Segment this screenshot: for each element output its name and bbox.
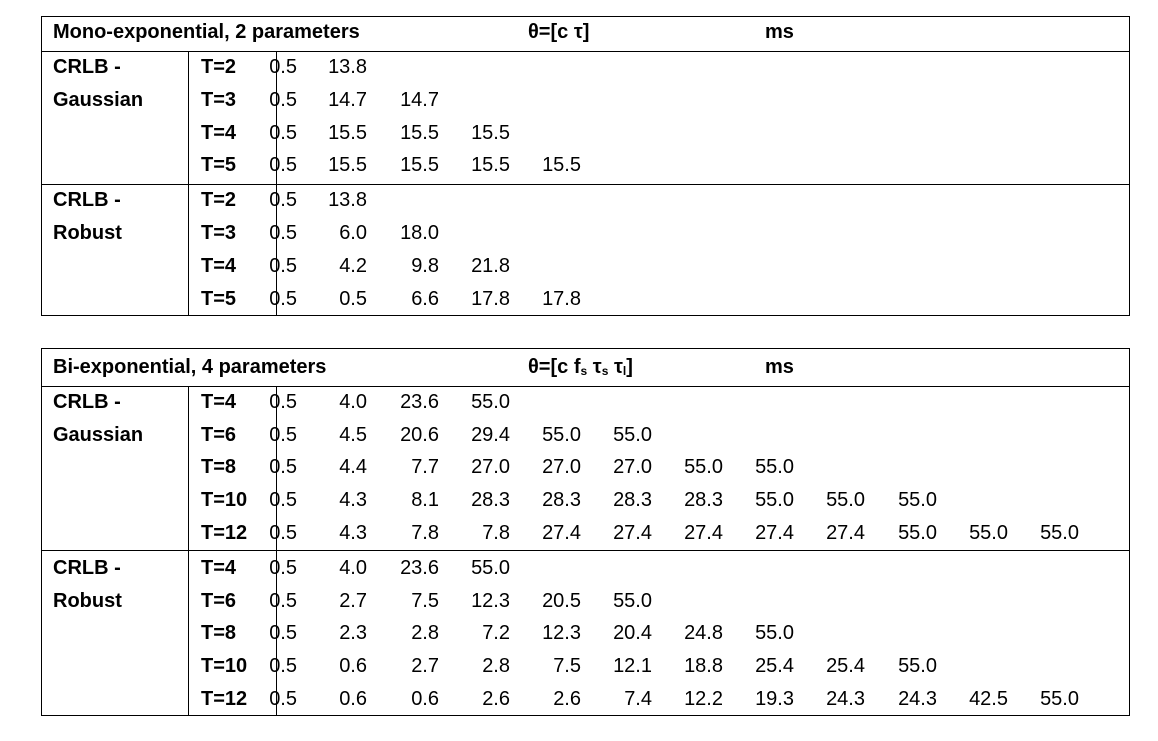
theta-prefix: θ=[ [528,356,558,378]
table-row [42,622,1129,644]
theta-prefix: θ=[ [528,21,558,43]
value-cell: 8.1 [411,489,439,511]
row-label: T=12 [201,522,248,544]
value-cell: 55.0 [471,557,510,579]
value-cell: 55.0 [542,424,581,446]
theta-param: c [557,356,569,378]
value-cell: 55.0 [898,522,937,544]
value-cell: 7.8 [411,522,439,544]
method-group [42,550,1129,715]
value-cell: 15.5 [542,154,581,176]
method-sublabel: Gaussian [53,89,144,111]
theta-param: τ [592,356,602,378]
value-cell: 12.2 [684,688,723,710]
value-cell: 4.0 [339,557,367,579]
row-label: T=3 [201,89,237,111]
value-cell: 55.0 [1040,522,1079,544]
table-row [42,222,1129,244]
table-row [42,391,1129,413]
value-cell: 27.4 [755,522,794,544]
value-cell: 0.5 [269,122,297,144]
parameter-vector-label [528,21,589,44]
value-cell: 15.5 [400,122,439,144]
table-row [42,489,1129,511]
value-cell: 4.3 [339,489,367,511]
value-cell: 15.5 [400,154,439,176]
row-label: T=4 [201,391,237,413]
value-cell: 27.4 [613,522,652,544]
value-cell: 55.0 [613,424,652,446]
table-row [42,522,1129,544]
theta-suffix: ] [626,356,633,378]
value-cell: 6.6 [411,288,439,310]
method-group [42,184,1129,315]
results-table [41,16,1130,316]
value-cell: 0.5 [269,189,297,211]
value-cell: 27.0 [471,456,510,478]
value-cell: 7.5 [411,590,439,612]
method-label: CRLB - [53,557,121,579]
value-cell: 55.0 [755,622,794,644]
value-cell: 4.3 [339,522,367,544]
value-cell: 0.5 [269,424,297,446]
table-row [42,56,1129,78]
table-row [42,154,1129,176]
value-cell: 55.0 [969,522,1008,544]
value-cell: 28.3 [471,489,510,511]
value-cell: 0.5 [269,622,297,644]
value-cell: 28.3 [684,489,723,511]
value-cell: 4.2 [339,255,367,277]
value-cell: 55.0 [1040,688,1079,710]
row-label: T=6 [201,424,237,446]
table-row [42,590,1129,612]
value-cell: 0.5 [269,391,297,413]
table-row [42,688,1129,710]
value-cell: 2.6 [482,688,510,710]
value-cell: 55.0 [755,489,794,511]
value-cell: 0.5 [269,557,297,579]
table-row [42,122,1129,144]
value-cell: 42.5 [969,688,1008,710]
table-header [42,17,1129,52]
value-cell: 2.6 [553,688,581,710]
value-cell: 27.0 [613,456,652,478]
value-cell: 15.5 [471,122,510,144]
value-cell: 12.1 [613,655,652,677]
value-cell: 0.6 [411,688,439,710]
method-label: CRLB - [53,391,121,413]
method-group [42,387,1129,550]
method-label: CRLB - [53,56,121,78]
value-cell: 2.7 [411,655,439,677]
value-cell: 27.4 [826,522,865,544]
value-cell: 55.0 [826,489,865,511]
value-cell: 7.8 [482,522,510,544]
theta-param: τ [573,21,583,43]
table-row [42,655,1129,677]
table-row [42,89,1129,111]
row-label: T=12 [201,688,248,710]
table-row [42,288,1129,310]
value-cell: 15.5 [328,122,367,144]
row-label: T=2 [201,56,237,78]
row-label: T=10 [201,655,248,677]
table-header [42,349,1129,387]
value-cell: 55.0 [755,456,794,478]
value-cell: 24.3 [826,688,865,710]
row-label: T=3 [201,222,237,244]
table-row [42,557,1129,579]
table-row [42,424,1129,446]
value-cell: 0.5 [269,522,297,544]
value-cell: 24.8 [684,622,723,644]
value-cell: 18.8 [684,655,723,677]
value-cell: 0.5 [269,89,297,111]
parameter-vector-label [528,356,633,379]
value-cell: 17.8 [471,288,510,310]
value-cell: 27.4 [542,522,581,544]
theta-param-subscript: l [622,364,627,378]
theta-param: f [573,356,581,378]
value-cell: 6.0 [339,222,367,244]
table-title: Bi-exponential, 4 parameters [53,356,327,378]
row-label: T=5 [201,288,237,310]
value-cell: 2.7 [339,590,367,612]
method-group [42,52,1129,184]
value-cell: 7.4 [624,688,652,710]
value-cell: 0.6 [339,688,367,710]
row-label: T=10 [201,489,248,511]
value-cell: 0.5 [269,489,297,511]
table-row [42,456,1129,478]
value-cell: 20.5 [542,590,581,612]
value-cell: 20.4 [613,622,652,644]
table-title: Mono-exponential, 2 parameters [53,21,360,43]
row-label: T=6 [201,590,237,612]
theta-param: τ [613,356,623,378]
value-cell: 12.3 [471,590,510,612]
value-cell: 13.8 [328,56,367,78]
value-cell: 28.3 [613,489,652,511]
value-cell: 0.6 [339,655,367,677]
value-cell: 25.4 [755,655,794,677]
value-cell: 0.5 [339,288,367,310]
table-row [42,189,1129,211]
value-cell: 55.0 [898,655,937,677]
value-cell: 23.6 [400,391,439,413]
row-label: T=8 [201,456,237,478]
theta-param: c [557,21,569,43]
value-cell: 15.5 [328,154,367,176]
theta-param-subscript: s [601,364,609,378]
value-cell: 14.7 [400,89,439,111]
theta-param-subscript: s [580,364,588,378]
value-cell: 0.5 [269,590,297,612]
value-cell: 4.0 [339,391,367,413]
value-cell: 55.0 [613,590,652,612]
value-cell: 28.3 [542,489,581,511]
value-cell: 0.5 [269,222,297,244]
row-label: T=5 [201,154,237,176]
value-cell: 17.8 [542,288,581,310]
value-cell: 25.4 [826,655,865,677]
value-cell: 55.0 [684,456,723,478]
unit-label: ms [765,356,794,378]
unit-label: ms [765,21,794,43]
value-cell: 7.2 [482,622,510,644]
value-cell: 9.8 [411,255,439,277]
value-cell: 23.6 [400,557,439,579]
value-cell: 27.0 [542,456,581,478]
value-cell: 2.3 [339,622,367,644]
row-label: T=4 [201,255,237,277]
value-cell: 20.6 [400,424,439,446]
value-cell: 7.7 [411,456,439,478]
value-cell: 2.8 [482,655,510,677]
table-row [42,255,1129,277]
value-cell: 0.5 [269,456,297,478]
method-label: CRLB - [53,189,121,211]
value-cell: 4.5 [339,424,367,446]
value-cell: 27.4 [684,522,723,544]
value-cell: 14.7 [328,89,367,111]
value-cell: 24.3 [898,688,937,710]
value-cell: 19.3 [755,688,794,710]
row-label: T=4 [201,557,237,579]
value-cell: 0.5 [269,255,297,277]
method-sublabel: Robust [53,590,122,612]
value-cell: 2.8 [411,622,439,644]
value-cell: 0.5 [269,154,297,176]
value-cell: 12.3 [542,622,581,644]
value-cell: 4.4 [339,456,367,478]
value-cell: 7.5 [553,655,581,677]
value-cell: 15.5 [471,154,510,176]
theta-suffix: ] [582,21,590,43]
value-cell: 55.0 [898,489,937,511]
value-cell: 29.4 [471,424,510,446]
value-cell: 13.8 [328,189,367,211]
value-cell: 0.5 [269,56,297,78]
method-sublabel: Gaussian [53,424,144,446]
row-label: T=8 [201,622,237,644]
value-cell: 0.5 [269,688,297,710]
row-label: T=2 [201,189,237,211]
value-cell: 55.0 [471,391,510,413]
value-cell: 21.8 [471,255,510,277]
value-cell: 18.0 [400,222,439,244]
value-cell: 0.5 [269,288,297,310]
results-table [41,348,1130,716]
value-cell: 0.5 [269,655,297,677]
row-label: T=4 [201,122,237,144]
method-sublabel: Robust [53,222,122,244]
